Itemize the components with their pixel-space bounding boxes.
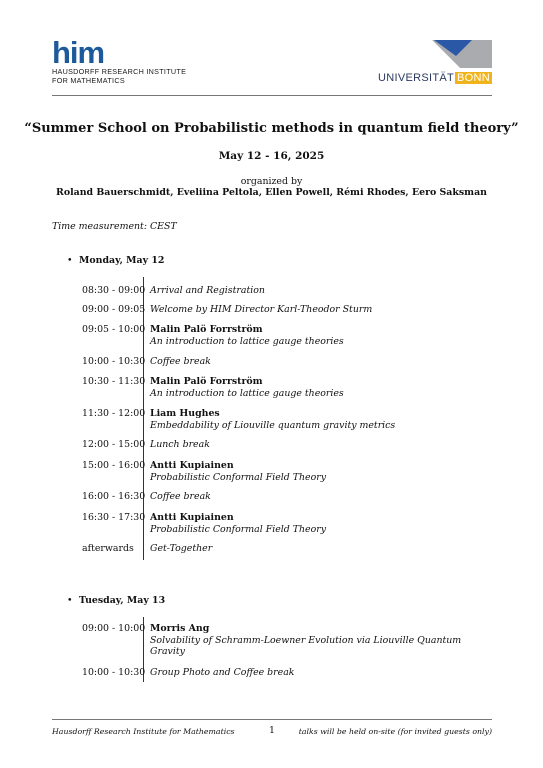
row-time: 16:00 - 16:30 [82,491,146,502]
him-logo [52,35,187,85]
row-talk: Lunch break [150,439,210,450]
row-speaker: Antti Kupiainen [150,460,234,471]
day-heading-label: Tuesday, May 13 [79,595,166,606]
day-heading-tuesday [67,595,165,606]
row-talk: An introduction to lattice gauge theories [150,335,344,347]
row-talk: Coffee break [150,491,211,502]
row-time: 12:00 - 15:00 [82,439,146,450]
time-measurement-note: Time measurement: CEST [52,221,177,232]
row-talk: Arrival and Registration [150,285,265,296]
event-dates: May 12 - 16, 2025 [218,150,325,162]
him-logo-line1: HAUSDORFF RESEARCH INSTITUTE [52,67,187,76]
day-heading-label: Monday, May 12 [79,255,165,266]
row-time: 09:00 - 09:05 [82,304,146,315]
row-time: 09:00 - 10:00 [82,623,146,634]
row-time: 11:30 - 12:00 [82,408,146,419]
row-talk: Probabilistic Conformal Field Theory [150,471,327,483]
bonn-logo-bonn: BONN [457,72,491,84]
university-bonn-logo [378,40,492,86]
row-speaker: Antti Kupiainen [150,512,234,523]
row-speaker: Malin Palö Forrström [150,324,263,335]
event-title: “Summer School on Probabilistic methods in quantum field theory” [24,121,519,136]
him-logo-line2: FOR MATHEMATICS [52,75,125,85]
row-talk: Probabilistic Conformal Field Theory [150,523,327,535]
row-talk: An introduction to lattice gauge theories [150,387,344,399]
row-speaker: Morris Ang [150,623,210,634]
row-talk: Solvability of Schramm-Loewner Evolution via Liouville Quantum Gravity [150,634,462,657]
bonn-logo-text [378,72,492,84]
row-time: 10:00 - 10:30 [82,667,146,678]
row-time: 15:00 - 16:00 [82,460,146,471]
bullet-icon: • [67,595,73,606]
row-time: afterwards [82,543,134,554]
footer-note: talks will be held on-site (for invited guests only) [298,727,492,736]
footer-institute: Hausdorff Research Institute for Mathematics [52,727,235,736]
row-time: 09:05 - 10:00 [82,324,146,335]
row-time: 10:00 - 10:30 [82,356,146,367]
day-heading-monday [67,255,164,266]
organizers: Roland Bauerschmidt, Eveliina Peltola, Ellen Powell, Rémi Rhodes, Eero Saksman [56,187,487,198]
bullet-icon: • [67,255,73,266]
bonn-logo-mark-icon [432,40,492,68]
header-divider [52,95,492,96]
row-talk: Get-Together [150,543,213,554]
bonn-logo-uni: UNIVERSITÄT [378,72,455,84]
row-talk: Embeddability of Liouville quantum gravity metrics [150,419,396,431]
row-speaker: Malin Palö Forrström [150,376,263,387]
row-talk: Coffee break [150,356,211,367]
row-time: 16:30 - 17:30 [82,512,146,523]
row-speaker: Liam Hughes [150,408,220,419]
row-time: 10:30 - 11:30 [82,376,146,387]
row-time: 08:30 - 09:00 [82,285,146,296]
organized-by-label: organized by [240,176,303,187]
row-talk: Welcome by HIM Director Karl-Theodor Sturm [150,304,373,315]
page-number: 1 [269,725,275,736]
row-talk: Group Photo and Coffee break [150,667,295,678]
him-logo-word: him [52,35,105,70]
footer-divider [52,719,492,720]
